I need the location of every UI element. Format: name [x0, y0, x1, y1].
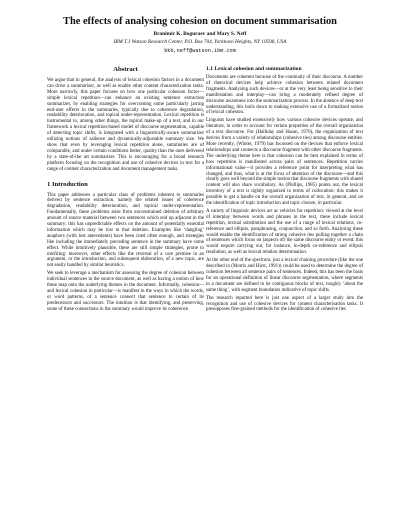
intro-paragraph-2: We seek to leverage a mechanism for assessing the degree of cohesion between individual sentences in the source document, as well as having a notion of how these map onto the underlying themes in the document. Informally, cohesion—and lexical cohesion in particular—is manifest in the ways in which the words, or word patterns, of a sentence connect that sentence to certain of its predecessors and successors. The intuition is that identifying, and preserving, some of these connections in the summary would improve its coherence. — [47, 271, 204, 312]
section-heading: 1.1 Lexical cohesion and summarization — [206, 66, 302, 72]
paper-authors: Branimir K. Boguraev and Mary S. Neff — [153, 31, 247, 37]
section-paragraph-2: Linguists have studied extensively how various cohesive devices operate, and literature, in order to account for certain properties of the overall organization of a text discourse. For (Halliday and Hasan, 1976), the organization of text derives from a variety of relationships (cohesive ties) among discourse entities. More recently, (Winter, 1979) has focussed on the devices that enforce lexical relationships and connects a discourse fragment with other discourse fragments. The underlying theme here is that cohesion can be best explained in terms of how repetition is manifested across pairs of sentences. Repetition carries informational value—it provides a reference point for interpreting what has changed, and thus, what is at the focus of attention of the discourse—and this clearly goes well beyond the simple notion that discourse fragments with shared content will also share vocabulary. As (Phillips, 1985) points out, the lexical inventory of a text is tightly organized in terms of collocation: this makes it possible to get a handle on the overall organization of text, in general, and on the identification of topic introduction and topic closure, in particular. — [206, 118, 363, 207]
section-paragraph-4: At the other end of the spectrum, just a lexical chaining procedure (like the one described in (Morris and Hirst, 1991)) could be used to determine the degree of cohesion between all sentence pairs of sentences. Indeed, this has been the basis for an operational definition of linear discourse segmentation, where segments in a document are defined to be contiguous blocks of text, roughly ‘about the same thing’, with segment boundaries indicative of topic shifts. — [206, 258, 363, 293]
right-column — [206, 66, 363, 315]
introduction-heading: 1 Introduction — [47, 180, 88, 188]
section-paragraph-3: A variety of linguistic devices act as vehicles for repetition: viewed at the level of interplay between words and phrases in the text, these include lexical repetition, textual substitution and the use of a range of lexical relations, co-reference and ellipsis, paraphrasing, conjunction, and so forth. Analysing these would enable the identification of strong cohesive ties pulling together a chain of sentences which focus on (aspects of) the same discourse entity or event; this would require carrying out, for instance, in-depth co-reference and ellipsis resolution, as well as lexical relation determination. — [206, 208, 363, 256]
intro-paragraph-1: This paper addresses a particular class of problems inherent to summaries derived by sentence extraction, namely the related issues of coherence degradation, readability deterioration, and topical under-representation. Fundamentally, these problems arise from unconstrained deletion of arbitrary amount of source material between two sentences which end up adjacent in the summary; this has unpredictable effects on the amount of potentially essential information which may be lost in that deletion. Examples like ‘dangling’ anaphors (with lost antecedents) have been cited often enough, and strategies like including the immediately preceding sentence in the summary have some effect. While intuitively plausible, these are still simple strategies, prone to misfiring: moreover, other effects like the reversal of a core premise in an argument, or the introduction, and subsequent elaboration, of a new topic, are not easily handled by similar heuristics. — [47, 192, 204, 269]
section-paragraph-1: Documents are coherent because of the continuity of their discourse. A number of rhetorical devices help achieve cohesion between related document fragments. Analysing such devices—or at the very least being sensitive to their manifestation and interplay—can bring a moderately refined degree of discourse awareness into the summarization process. In the absence of deep text understanding, this boils down to making extensive use of a formalized notion of lexical cohesion. — [206, 75, 363, 116]
abstract-heading: Abstract — [113, 66, 138, 73]
paper-email: bkb,neff@watson.ibm.com — [164, 48, 236, 54]
abstract-text: We argue that in general, the analysis of lexical cohesion factors in a document can drive a summarizer, as well as enable other content characterization tasks. More narrowly, this paper focuses on how one particular cohesion factor—simple lexical repetition—can enhance an existing sentence extraction summarizer, by enabling strategies for overcoming some particularly jarring end-user effects in the summaries, typically due to coherence degradation, readability deterioration, and topical under-representation. Lexical repetition is instrumental to, among other things, the topical make-up of a text, and in our framework a lexical repetition-based model of discourse segmentation, capable of detecting topic shifts, is integrated with a linguistically-aware summarizer utilizing notions of salience and dynamically-adjustable summary size. We show that even by leveraging lexical repetition alone, summaries are of comparable, and under certain conditions better, quality than the ones delivered by a state-of-the art summarizer. This is encouraging for a broad research platform focusing on the recognition and use of cohesive devices in text for a range of content characterization and document management tasks. — [47, 78, 204, 172]
paper-affiliation: IBM T.J Watson Research Center, P.O. Box 704, Yorktown Heights, NY 10598, USA — [113, 39, 287, 45]
paper-title: The effects of analysing cohesion on document summarisation — [63, 16, 337, 27]
left-column — [47, 66, 204, 315]
section-paragraph-5: The research reported here is just one aspect of a larger study into the recognition and use of cohesive devices for content characterisation tasks. It presupposes fine-grained methods for the identification of cohesive ties — [206, 295, 363, 313]
